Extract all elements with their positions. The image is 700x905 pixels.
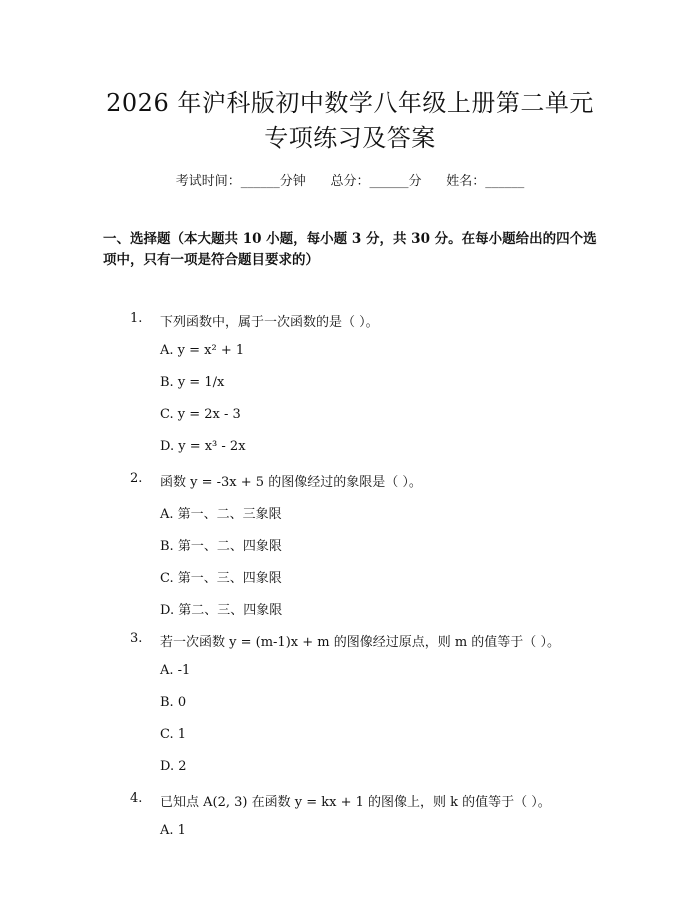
question-number: 3.	[130, 631, 143, 646]
question-number: 2.	[130, 471, 143, 486]
option-c: C. y = 2x - 3	[160, 407, 241, 422]
exam-meta-line: 考试时间：______分钟 总分：______分 姓名：______	[175, 174, 525, 189]
option-a: A. -1	[160, 663, 191, 678]
document-title-line-1: 2026 年沪科版初中数学八年级上册第二单元	[106, 89, 594, 117]
section-heading-choice: 一、选择题（本大题共 10 小题，每小题 3 分，共 30 分。在每小题给出的四个选项中，只有一项是符合题目要求的）	[103, 231, 597, 268]
option-a: A. y = x² + 1	[160, 343, 245, 358]
question-text: 若一次函数 y = (m-1)x + m 的图像经过原点，则 m 的值等于（ ）。	[160, 635, 560, 650]
question-number: 1.	[130, 311, 143, 326]
document-title-line-2: 专项练习及答案	[264, 124, 436, 152]
option-d: D. y = x³ - 2x	[160, 439, 246, 454]
question-text: 函数 y = -3x + 5 的图像经过的象限是（ ）。	[160, 475, 422, 490]
question-number: 4.	[130, 791, 143, 806]
option-c: C. 1	[160, 727, 187, 742]
option-b: B. 0	[160, 695, 187, 710]
option-b: B. 第一、二、四象限	[160, 539, 282, 554]
option-b: B. y = 1/x	[160, 375, 225, 390]
option-d: D. 第二、三、四象限	[160, 603, 283, 618]
option-c: C. 第一、三、四象限	[160, 571, 282, 586]
option-a: A. 1	[160, 823, 186, 838]
question-text: 已知点 A(2, 3) 在函数 y = kx + 1 的图像上，则 k 的值等于（ ）。	[160, 795, 551, 810]
option-a: A. 第一、二、三象限	[160, 507, 282, 522]
question-text: 下列函数中，属于一次函数的是（ ）。	[160, 315, 379, 330]
option-d: D. 2	[160, 759, 187, 774]
